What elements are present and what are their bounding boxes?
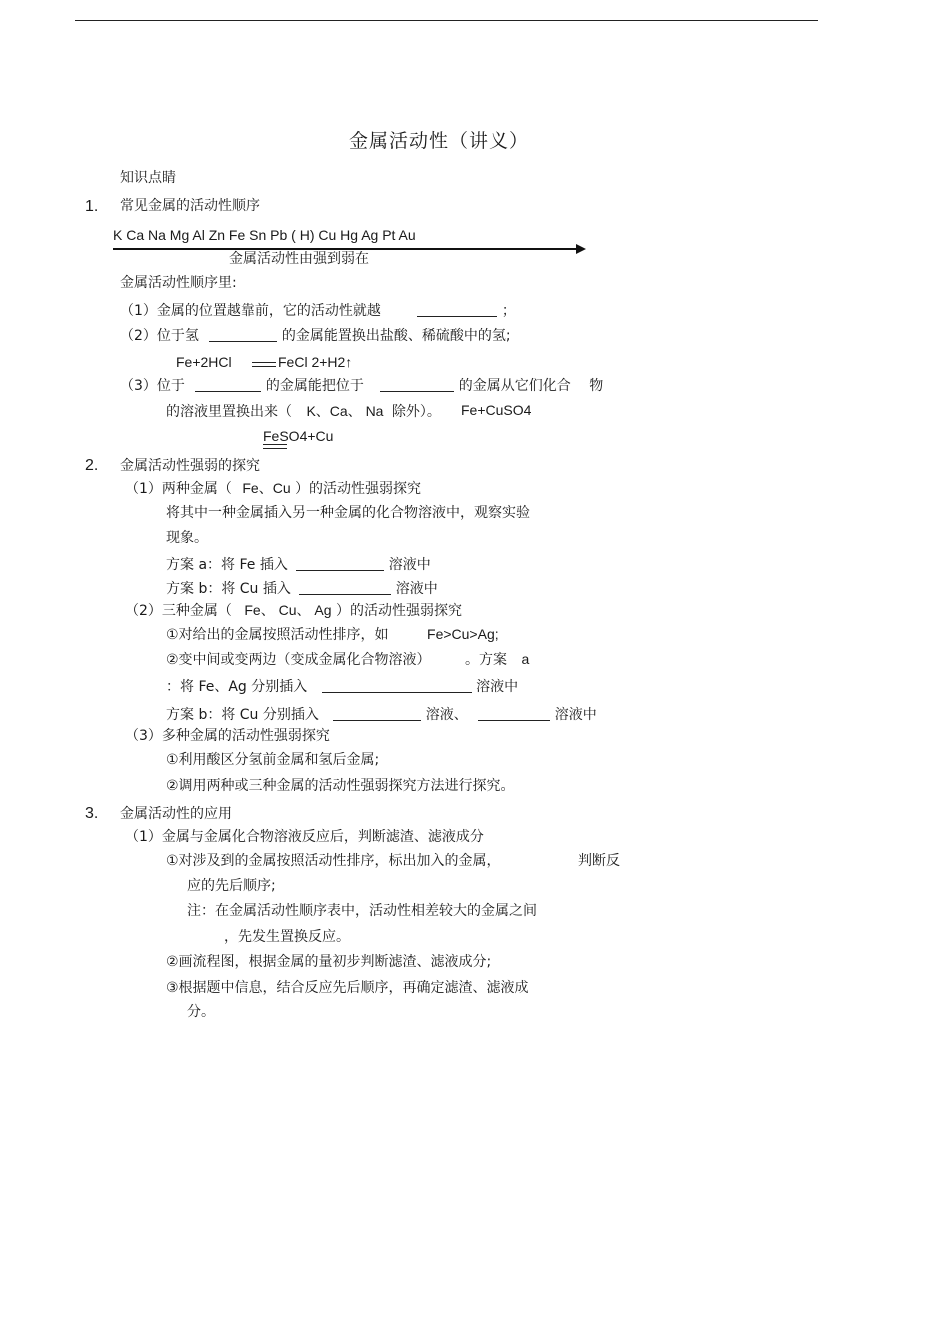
- s2-part-2-a: （2）三种金属（: [125, 603, 232, 619]
- section-3-number: 3.: [85, 805, 99, 822]
- s3-item-1: [166, 854, 501, 868]
- s3-item-3-b: 分。: [187, 1004, 215, 1020]
- s3-item-1-b: 判断反: [578, 853, 620, 869]
- s3-note-1: 注：在金属活动性顺序表中，活动性相差较大的金属之间: [187, 903, 537, 919]
- s2-part-2: [125, 603, 462, 618]
- rule-3-text-a: （3）位于: [120, 378, 185, 394]
- arrow-right-icon: [576, 244, 586, 254]
- header-rule: [75, 20, 818, 21]
- rule-3-text-d: 物: [589, 378, 604, 394]
- rule-3-text-c: 的金属从它们化合: [458, 378, 571, 394]
- s2-part-1-a: （1）两种金属（: [125, 481, 232, 497]
- s2-part-1-c: ）的活动性强弱探究: [295, 481, 422, 497]
- equation-1-right: FeCl 2+H2↑: [278, 354, 353, 370]
- blank-4: [380, 377, 454, 392]
- s2-item-2-c: a: [521, 651, 530, 667]
- s2-item-1-a: ①对给出的金属按照活动性排序，如: [166, 627, 389, 643]
- blank-6: [299, 580, 391, 595]
- s3-part-1: （1）金属与金属化合物溶液反应后，判断滤渣、滤液成分: [125, 829, 484, 845]
- blank-2: [209, 327, 277, 342]
- s2-part-3-item-1: ①利用酸区分氢前金属和氢后金属;: [166, 752, 380, 768]
- s2-part-2-c: ）的活动性强弱探究: [335, 603, 462, 619]
- section-2-heading: 金属活动性强弱的探究: [120, 458, 260, 474]
- rule-2: [120, 327, 511, 343]
- section-1-heading: 常见金属的活动性顺序: [120, 198, 260, 214]
- plan-b-post: 溶液中: [395, 581, 438, 597]
- s2-part-3: （3）多种金属的活动性强弱探究: [125, 728, 330, 744]
- rule-3-line-2: [166, 404, 441, 419]
- s2-item-1: [166, 627, 499, 642]
- rule-3-exceptions: K、Ca、 Na: [306, 403, 384, 419]
- s2-item-1-order: Fe>Cu>Ag;: [427, 626, 499, 642]
- plan-a-post: 溶液中: [388, 557, 431, 573]
- s2-part-3-item-2: ②调用两种或三种金属的活动性强弱探究方法进行探究。: [166, 778, 515, 794]
- blank-3: [195, 377, 261, 392]
- equation-1-equals-bottom: [252, 366, 276, 367]
- plan-b-pre: 方案 b：将 Cu 插入: [166, 581, 291, 597]
- s3-item-3-a: ③根据题中信息，结合反应先后顺序，再确定滤渣、滤液成: [166, 980, 529, 996]
- s3-item-1-a: ①对涉及到的金属按照活动性排序，标出加入的金属，: [166, 853, 501, 869]
- equation-1-left: Fe+2HCl: [176, 354, 232, 370]
- rule-3-text-b: 的金属能把位于: [265, 378, 364, 394]
- s3-item-1-c: 应的先后顺序;: [187, 878, 276, 894]
- s2-part-1-text-2: 现象。: [166, 530, 208, 546]
- s2-item-3-a: ：将 Fe、Ag 分别插入: [166, 679, 308, 695]
- rule-intro: 金属活动性顺序里:: [120, 275, 237, 291]
- rule-1-end: ；: [501, 303, 516, 319]
- s2-item-2: [166, 652, 529, 667]
- s3-note-2: ，先发生置换反应。: [224, 929, 350, 945]
- rule-3-text-e: 的溶液里置换出来（: [166, 404, 292, 420]
- blank-8: [333, 706, 421, 721]
- page-title: 金属活动性（讲义）: [349, 130, 530, 152]
- equation-2-left: Fe+CuSO4: [461, 402, 532, 418]
- s2-part-1-metals: Fe、Cu: [242, 480, 291, 496]
- s2-part-2-metals: Fe、 Cu、 Ag: [244, 602, 332, 618]
- plan-a-pre: 方案 a：将 Fe 插入: [166, 557, 288, 573]
- blank-1: [417, 302, 497, 317]
- blank-7: [322, 678, 472, 693]
- s2-item-4: [166, 706, 597, 722]
- activity-sequence: K Ca Na Mg Al Zn Fe Sn Pb ( H) Cu Hg Ag Pt Au: [113, 227, 416, 243]
- section-3-heading: 金属活动性的应用: [120, 806, 232, 822]
- s2-item-3-b: 溶液中: [476, 679, 519, 695]
- s2-part-1-text-1: 将其中一种金属插入另一种金属的化合物溶液中，观察实验: [166, 505, 530, 521]
- rule-1-text: （1）金属的位置越靠前，它的活动性就越: [120, 303, 381, 319]
- s3-item-2: ②画流程图，根据金属的量初步判断滤渣、滤液成分;: [166, 954, 492, 970]
- rule-3-line-1: [120, 377, 603, 393]
- s2-part-1: [125, 481, 421, 496]
- s2-item-3: [166, 678, 518, 694]
- blank-5: [296, 556, 384, 571]
- arrow-label: 金属活动性由强到弱在: [229, 251, 369, 267]
- equation-2-right: FeSO4+Cu: [263, 428, 334, 444]
- s2-item-2-b: 。方案: [465, 652, 508, 668]
- rule-2-text-a: （2）位于氢: [120, 328, 199, 344]
- section-2-number: 2.: [85, 457, 99, 474]
- blank-9: [478, 706, 550, 721]
- rule-2-text-b: 的金属能置换出盐酸、稀硫酸中的氢;: [281, 328, 511, 344]
- s2-item-4-b: 溶液、: [425, 707, 468, 723]
- activity-arrow-line: [113, 248, 579, 250]
- s2-item-4-c: 溶液中: [554, 707, 597, 723]
- rule-3-text-g: 除外）。: [391, 404, 441, 420]
- plan-a: [166, 556, 431, 572]
- rule-1: [120, 302, 516, 318]
- s2-item-2-a: ②变中间或变两边（变成金属化合物溶液）: [166, 652, 431, 668]
- equation-1-equals-top: [252, 362, 276, 363]
- equation-2-equals-top: [263, 444, 287, 445]
- subtitle: 知识点睛: [120, 170, 176, 186]
- equation-2-equals-bottom: [263, 448, 287, 449]
- plan-b: [166, 580, 438, 596]
- section-1-number: 1.: [85, 198, 99, 215]
- s2-item-4-a: 方案 b：将 Cu 分别插入: [166, 707, 319, 723]
